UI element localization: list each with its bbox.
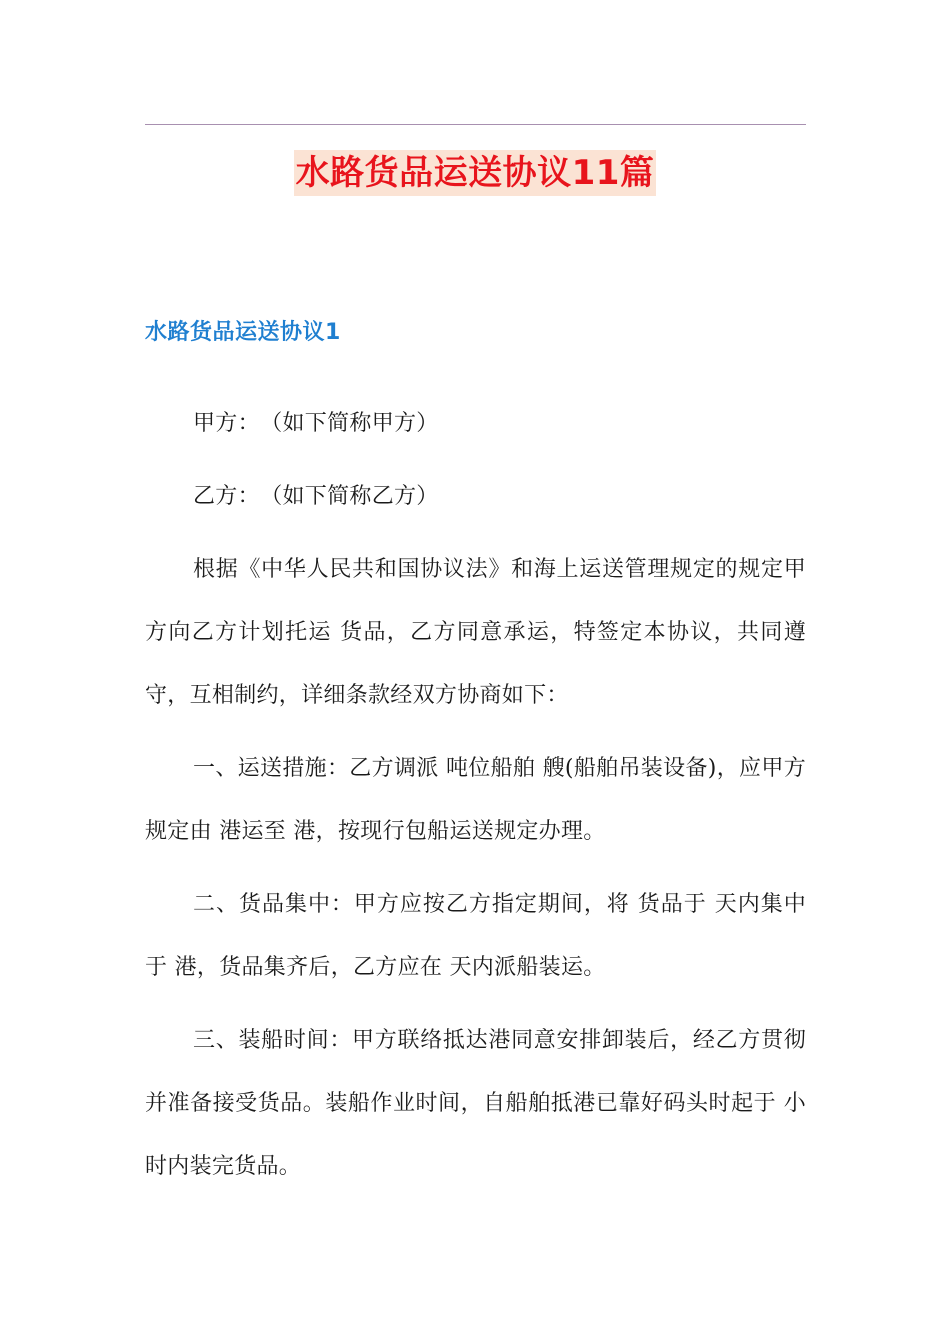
section-heading: 水路货品运送协议1 xyxy=(145,320,341,345)
header-rule xyxy=(145,124,806,125)
paragraph-preamble: 根据《中华人民共和国协议法》和海上运送管理规定的规定甲方向乙方计划托运 货品，乙方同意承运，特签定本协议，共同遵守，互相制约，详细条款经双方协商如下： xyxy=(145,557,806,708)
paragraph-clause-1: 一、运送措施：乙方调派 吨位船舶 艘(船舶吊装设备)，应甲方规定由 港运至 港，按现行包船运送规定办理。 xyxy=(145,756,806,844)
paragraph-clause-2: 二、货品集中：甲方应按乙方指定期间，将 货品于 天内集中于 港，货品集齐后，乙方应在 天内派船装运。 xyxy=(145,892,806,980)
paragraph-clause-3: 三、装船时间：甲方联络抵达港同意安排卸装后，经乙方贯彻并准备接受货品。装船作业时间，自船舶抵港已靠好码头时起于 小时内装完货品。 xyxy=(145,1028,806,1179)
document-title xyxy=(0,150,950,196)
paragraph-party-b: 乙方： （如下简称乙方） xyxy=(193,484,439,509)
paragraph-party-a: 甲方： （如下简称甲方） xyxy=(193,411,439,436)
document-body xyxy=(145,392,806,1208)
document-title-text: 水路货品运送协议11篇 xyxy=(294,150,657,196)
